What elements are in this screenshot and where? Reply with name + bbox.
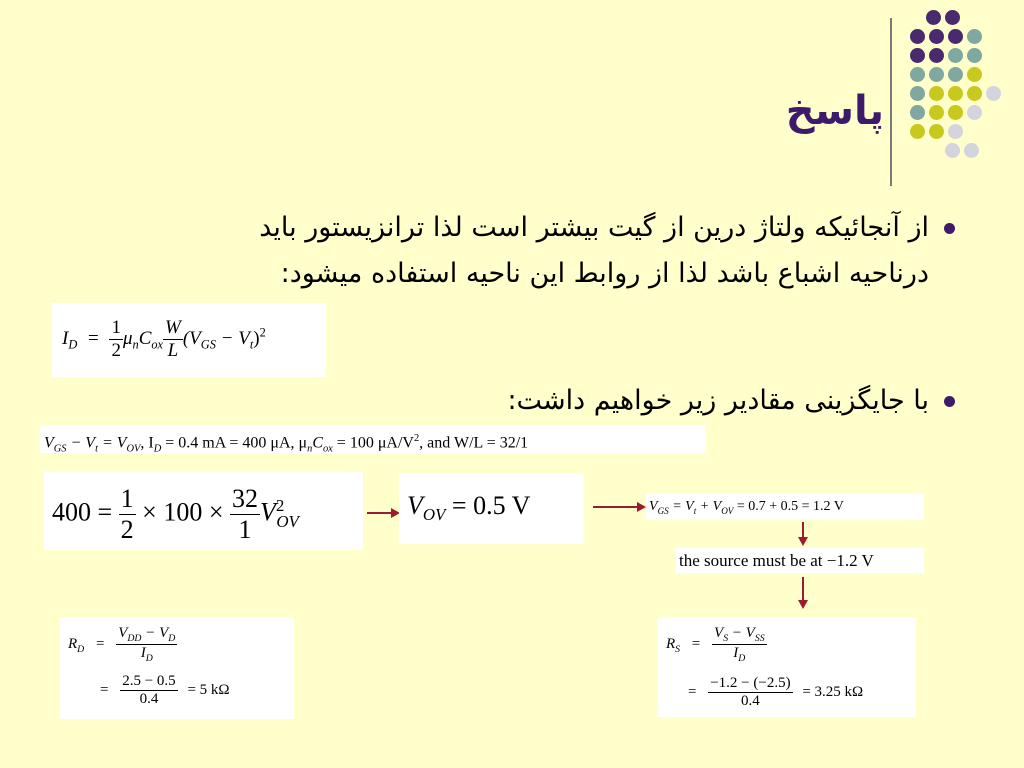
calc-half-den: 2	[120, 515, 134, 544]
calc-32-fraction	[230, 484, 260, 545]
vgs-vt: = V	[668, 499, 694, 514]
calc-v: V	[260, 497, 276, 527]
given-w-over-l: , and W/L = 32/1	[419, 434, 529, 452]
arrow-2-head	[637, 502, 646, 512]
arrow-1-line	[367, 512, 393, 514]
decorative-dot	[910, 67, 925, 82]
rd-result: = 5 kΩ	[187, 681, 230, 698]
given-mu-sub: n	[307, 443, 313, 455]
c-subscript: ox	[151, 337, 164, 352]
given-current-values: = 0.4 mA = 400 μA, μ	[161, 434, 308, 452]
decorative-dot	[967, 29, 982, 44]
calc-half-num: 1	[120, 484, 134, 513]
decorative-dot-pattern	[902, 10, 1022, 170]
rd-id: I	[140, 645, 146, 661]
decorative-dot	[910, 105, 925, 120]
vov-v: V	[407, 491, 423, 520]
decorative-dot	[929, 67, 944, 82]
half-numerator: 1	[111, 317, 121, 338]
calc-32: 32	[232, 484, 258, 513]
given-cox: C	[312, 434, 323, 452]
vgs-v: V	[649, 499, 658, 514]
given-vt: − V	[66, 434, 96, 452]
rd-symbolic-fraction	[116, 625, 177, 664]
vov-result	[399, 473, 584, 544]
decorative-dot	[948, 86, 963, 101]
bullet-1-line-2: درناحیه اشباع باشد لذا از روابط این ناحیه استفاده میشود:	[280, 258, 929, 289]
vt-symbol: − V	[215, 327, 250, 349]
given-id: , I	[140, 434, 154, 452]
rs-num-value: −1.2 − (−2.5)	[710, 675, 791, 691]
given-vgs: V	[44, 434, 54, 452]
decorative-dot	[929, 124, 944, 139]
rd-r: R	[68, 635, 78, 652]
decorative-dot	[948, 29, 963, 44]
vgs-vov-sub: OV	[721, 505, 734, 516]
given-vov-sub: OV	[126, 443, 141, 455]
source-resistor-calculation	[658, 617, 916, 717]
vgs-value: = 0.7 + 0.5 = 1.2 V	[733, 499, 844, 514]
given-mucox-value: = 100 μA/V	[332, 434, 414, 452]
title-divider-line	[890, 18, 892, 186]
bullet-1-text	[49, 205, 929, 297]
rs-sub: S	[675, 643, 681, 655]
bullet-1-line-1: از آنجائیکه ولتاژ درین از گیت بیشتر است لذا ترانزیستور باید	[259, 212, 929, 243]
given-vt-sub: t	[95, 443, 98, 455]
calc-v-sup: 2	[275, 495, 285, 515]
mu-symbol: μ	[122, 327, 133, 349]
decorative-dot	[929, 48, 944, 63]
calc-half-fraction	[119, 484, 136, 545]
l-symbol: L	[167, 340, 179, 361]
rd-id-sub: D	[145, 653, 153, 664]
calc-1: 1	[238, 515, 252, 544]
slide-title: پاسخ	[785, 88, 884, 134]
decorative-dot	[948, 105, 963, 120]
vgs-sub: GS	[657, 505, 669, 516]
rs-vs-sub: S	[723, 633, 729, 644]
vov-value: = 0.5 V	[445, 491, 531, 520]
decorative-dot	[910, 48, 925, 63]
decorative-dot	[967, 67, 982, 82]
vgs-vov: + V	[696, 499, 722, 514]
decorative-dot	[945, 10, 960, 25]
calc-lhs: 400 =	[52, 497, 113, 527]
decorative-dot	[967, 86, 982, 101]
vgs-vt-sub: t	[693, 505, 697, 516]
close-paren: )	[253, 327, 260, 349]
vgs-subscript: GS	[200, 337, 216, 352]
id-symbol: I	[62, 327, 69, 349]
square-exponent: 2	[259, 325, 266, 340]
given-cox-sub: ox	[322, 443, 333, 455]
rs-equals: =	[691, 635, 701, 652]
half-denominator: 2	[111, 340, 121, 361]
one-half-fraction	[109, 317, 123, 362]
decorative-dot	[910, 124, 925, 139]
decorative-dot	[967, 105, 982, 120]
decorative-dot	[967, 48, 982, 63]
arrow-4-line	[802, 577, 804, 601]
vov-sub: OV	[422, 505, 446, 525]
decorative-dot	[948, 48, 963, 63]
rd-sub: D	[77, 643, 85, 655]
calc-times: × 100 ×	[142, 497, 224, 527]
decorative-dot	[986, 86, 1001, 101]
rs-vss: − V	[728, 625, 755, 641]
rs-symbolic-fraction	[712, 625, 767, 664]
given-v-squared: 2	[413, 433, 420, 444]
given-vgs-sub: GS	[53, 443, 67, 455]
rs-vs: V	[714, 625, 724, 641]
rs-id: I	[733, 645, 739, 661]
decorative-dot	[948, 67, 963, 82]
rd-vdd-sub: DD	[127, 633, 142, 644]
rd-equals-2: =	[100, 681, 109, 698]
c-symbol: C	[138, 327, 152, 349]
arrow-4-head	[798, 600, 808, 609]
rd-den-value: 0.4	[139, 691, 159, 707]
decorative-dot	[929, 29, 944, 44]
decorative-dot	[945, 143, 960, 158]
source-voltage-note: the source must be at −1.2 V	[676, 548, 924, 573]
rs-r: R	[666, 635, 676, 652]
given-id-sub: D	[153, 443, 162, 455]
drain-resistor-calculation	[60, 617, 294, 719]
given-values-line	[40, 425, 706, 453]
w-symbol: W	[165, 317, 181, 338]
given-vov: = V	[97, 434, 127, 452]
mu-subscript: n	[132, 337, 139, 352]
vt-subscript: t	[249, 337, 254, 352]
arrow-3-head	[798, 537, 808, 546]
rd-vd-sub: D	[168, 633, 176, 644]
decorative-dot	[910, 29, 925, 44]
decorative-dot	[964, 143, 979, 158]
bullet-2-text: با جایگزینی مقادیر زیر خواهیم داشت:	[507, 385, 929, 416]
id-subscript: D	[68, 337, 78, 352]
decorative-dot	[929, 86, 944, 101]
rd-vdd: V	[118, 625, 128, 641]
bullet-1-marker	[944, 223, 955, 234]
decorative-dot	[910, 86, 925, 101]
rd-num-value: 2.5 − 0.5	[122, 673, 176, 689]
vov-calculation	[44, 472, 363, 550]
arrow-3-line	[802, 522, 804, 538]
rs-numeric-fraction	[708, 675, 792, 710]
drain-current-formula	[52, 303, 326, 377]
rs-result: = 3.25 kΩ	[802, 683, 864, 700]
bullet-2-marker	[944, 396, 955, 407]
vgs-symbol: (V	[182, 327, 201, 349]
rd-numeric-fraction	[120, 673, 177, 708]
rs-id-sub: D	[738, 653, 746, 664]
w-over-l-fraction	[163, 317, 183, 362]
rs-vss-sub: SS	[754, 633, 765, 644]
rs-den-value: 0.4	[741, 693, 760, 709]
arrow-2-line	[593, 506, 639, 508]
equals-sign: =	[88, 327, 99, 349]
rs-equals-2: =	[688, 683, 697, 700]
vgs-equation	[646, 494, 924, 520]
rd-vd: − V	[141, 625, 169, 641]
decorative-dot	[926, 10, 941, 25]
decorative-dot	[948, 124, 963, 139]
calc-v-sub: OV	[276, 511, 299, 531]
decorative-dot	[929, 105, 944, 120]
rd-equals: =	[95, 635, 105, 652]
